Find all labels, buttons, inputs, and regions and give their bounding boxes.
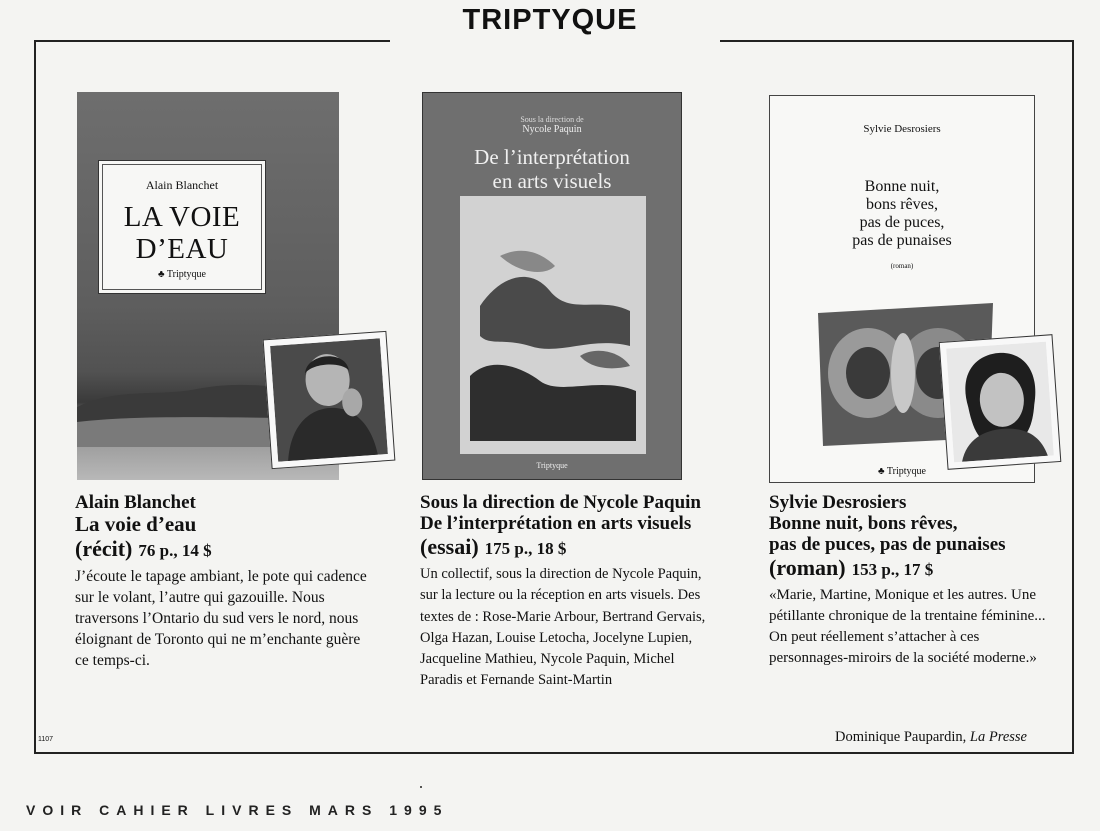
book-description-2	[420, 492, 720, 692]
cover-title-line1: De l’interprétation	[474, 145, 630, 169]
book-blurb: «Marie, Martine, Monique et les autres. Une pétillante chronique de la trentaine féminine... On peut réellement s’attacher à ces personnages-miroirs de la société moderne.»	[769, 587, 1046, 666]
page-footer: VOIR CAHIER LIVRES MARS 1995	[26, 802, 449, 818]
cover-publisher: Triptyque	[536, 461, 568, 470]
review-source: La Presse	[969, 729, 1027, 745]
book-blurb: Un collectif, sous la direction de Nycole Paquin, sur la lecture ou la réception en arts visuels. Des textes de : Rose-Marie Arbour, Bertrand Gervais, Olga Hazan, Louise Letocha, Jocelyne Lupien, Jacqueline Mathieu, Nycole Paquin, Michel Paradis et Fernande Saint-Martin	[420, 566, 706, 689]
book-title: La voie d’eau	[75, 512, 197, 536]
book-author: Sous la direction de Nycole Paquin	[420, 492, 701, 513]
cover-author: Nycole Paquin	[522, 124, 582, 135]
author-photo-desrosiers	[939, 334, 1062, 470]
cover-series: Sous la direction de	[520, 115, 584, 124]
book-pages-price: 175 p., 18 $	[484, 539, 567, 558]
cover-label	[98, 160, 266, 294]
frame-gap	[390, 36, 720, 76]
cover-title-line2: bons rêves,	[866, 196, 938, 213]
review-attribution	[835, 729, 1027, 746]
book-genre-line	[75, 536, 375, 565]
book-pages-price: 76 p., 14 $	[138, 541, 212, 560]
reviewer-name: Dominique Paupardin,	[835, 729, 967, 745]
cover-title-line1: LA VOIE	[123, 201, 241, 233]
book-title-line2: pas de puces, pas de punaises	[769, 534, 1006, 555]
cover-title-line4: pas de punaises	[852, 232, 952, 249]
book-title: De l’interprétation en arts visuels	[420, 513, 692, 534]
cover-genre: (roman)	[890, 262, 914, 270]
book-genre: (essai)	[420, 534, 479, 559]
cover-author: Alain Blanchet	[145, 178, 219, 192]
book-genre: (récit)	[75, 536, 133, 561]
publisher-name: TRIPTYQUE	[462, 4, 638, 36]
book-blurb: J’écoute le tapage ambiant, le pote qui cadence sur le volant, l’autre qui gazouille. Nous traversons l’Ontario du sud vers le nord, nous éloignant de Toronto qui ne m’enchante guère ce temps-ci.	[75, 568, 367, 669]
cover-artwork	[460, 196, 646, 454]
book-description-1	[75, 492, 375, 671]
cover-title-line1: Bonne nuit,	[864, 178, 940, 195]
cover-title	[770, 178, 1034, 250]
author-photo-blanchet	[263, 331, 396, 469]
cover-publisher: ♣ Triptyque	[158, 269, 206, 280]
book-title-line1: Bonne nuit, bons rêves,	[769, 513, 958, 534]
print-speck	[420, 786, 422, 788]
cover-publisher: ♣ Triptyque	[878, 466, 926, 477]
book-description-3	[769, 492, 1059, 669]
book-pages-price: 153 p., 17 $	[851, 560, 934, 579]
book-author: Alain Blanchet	[75, 492, 196, 513]
book-cover-interpretation	[422, 92, 682, 480]
book-genre-line	[769, 555, 1059, 584]
ad-code: 1107	[38, 736, 54, 743]
book-genre-line	[420, 534, 720, 563]
cover-title-line3: pas de puces,	[859, 214, 945, 231]
book-author: Sylvie Desrosiers	[769, 492, 907, 513]
cover-author: Sylvie Desrosiers	[863, 123, 941, 135]
cover-title-line2: D’EAU	[135, 233, 229, 265]
cover-title-line2: en arts visuels	[492, 169, 612, 193]
book-genre: (roman)	[769, 555, 846, 580]
cover-title	[423, 145, 681, 193]
